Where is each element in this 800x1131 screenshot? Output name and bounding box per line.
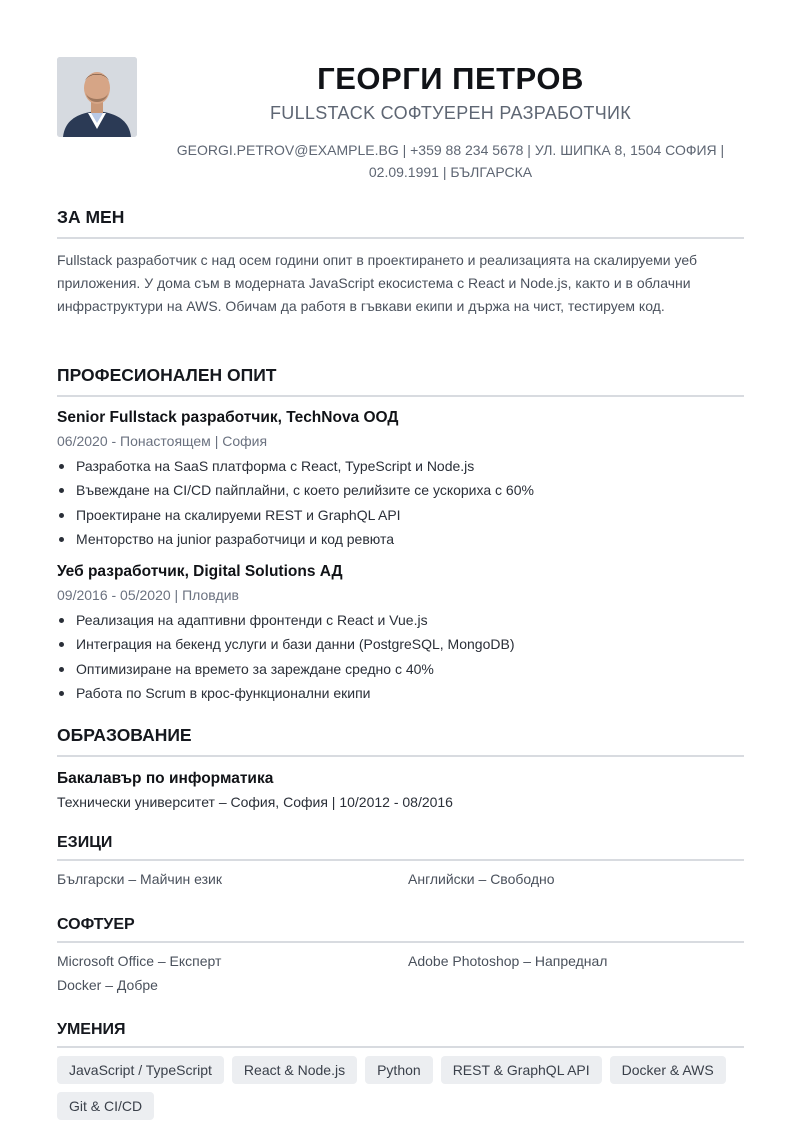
job-title: Уеб разработчик, Digital Solutions АД [57, 563, 343, 580]
bullet-item: Менторство на junior разработчици и код ревюта [57, 527, 744, 551]
about-text: Fullstack разработчик с над осем години опит в проектирането и реализацията на скалируеми уеб приложения. У дома съм в модерната JavaScript екосистема с React и Node.js, както и в облачни инфраструктури на AWS. Обичам да работя в гъвкави екипи и държа на чист, тестируем код. [57, 252, 697, 314]
contact-line: 02.09.1991 | БЪЛГАРСКА [368, 164, 533, 180]
education-entry [57, 769, 744, 813]
languages-list [57, 868, 744, 890]
professional-title: FULLSTACK СОФТУЕРЕН РАЗРАБОТЧИК [269, 103, 632, 123]
job-entry [57, 562, 744, 705]
bullet-item: Въвеждане на CI/CD пайплайни, с което релийзите се ускориха с 60% [57, 478, 744, 502]
degree: Бакалавър по информатика [57, 770, 274, 787]
section-heading-languages: ЕЗИЦИ [57, 834, 744, 861]
skill-tag: Git & CI/CD [57, 1092, 154, 1120]
skill-tag: REST & GraphQL API [441, 1056, 602, 1084]
profile-photo [57, 57, 137, 137]
bullet-item: Разработка на SaaS платформа с React, TypeScript и Node.js [57, 454, 744, 478]
skills-list [57, 1056, 744, 1120]
bullet-item: Интеграция на бекенд услуги и бази данни (PostgreSQL, MongoDB) [57, 632, 744, 656]
software-item: Adobe Photoshop – Напреднал [408, 953, 608, 969]
job-bullets [57, 454, 744, 551]
section-heading-education: ОБРАЗОВАНИЕ [57, 725, 744, 757]
resume-header [57, 57, 744, 187]
job-bullets [57, 608, 744, 705]
education-meta: Технически университет – София, София | 10/2012 - 08/2016 [57, 794, 453, 810]
bullet-item: Проектиране на скалируеми REST и GraphQL API [57, 503, 744, 527]
section-heading-software: СОФТУЕР [57, 916, 744, 943]
software-item: Docker – Добре [57, 977, 158, 993]
language-item: Английски – Свободно [408, 871, 555, 887]
section-heading-skills: УМЕНИЯ [57, 1021, 744, 1048]
section-heading-experience: ПРОФЕСИОНАЛЕН ОПИТ [57, 365, 744, 397]
language-item: Български – Майчин език [57, 871, 222, 887]
software-list [57, 950, 744, 996]
skill-tag: React & Node.js [232, 1056, 357, 1084]
contact-info [157, 139, 744, 183]
bullet-item: Реализация на адаптивни фронтенди с React и Vue.js [57, 608, 744, 632]
job-dates-location: 09/2016 - 05/2020 | Пловдив [57, 587, 239, 603]
full-name: ГЕОРГИ ПЕТРОВ [317, 61, 584, 96]
bullet-item: Работа по Scrum в крос-функционални екипи [57, 681, 744, 705]
job-entry [57, 408, 744, 551]
contact-line: GEORGI.PETROV@EXAMPLE.BG | +359 88 234 5678 | УЛ. ШИПКА 8, 1504 СОФИЯ | [176, 142, 725, 158]
job-title: Senior Fullstack разработчик, TechNova ООД [57, 409, 399, 426]
job-dates-location: 06/2020 - Понастоящем | София [57, 433, 268, 449]
software-item: Microsoft Office – Експерт [57, 953, 222, 969]
skill-tag: JavaScript / TypeScript [57, 1056, 224, 1084]
bullet-item: Оптимизиране на времето за зареждане средно с 40% [57, 657, 744, 681]
section-heading-about: ЗА МЕН [57, 207, 744, 239]
skill-tag: Docker & AWS [610, 1056, 726, 1084]
skill-tag: Python [365, 1056, 433, 1084]
